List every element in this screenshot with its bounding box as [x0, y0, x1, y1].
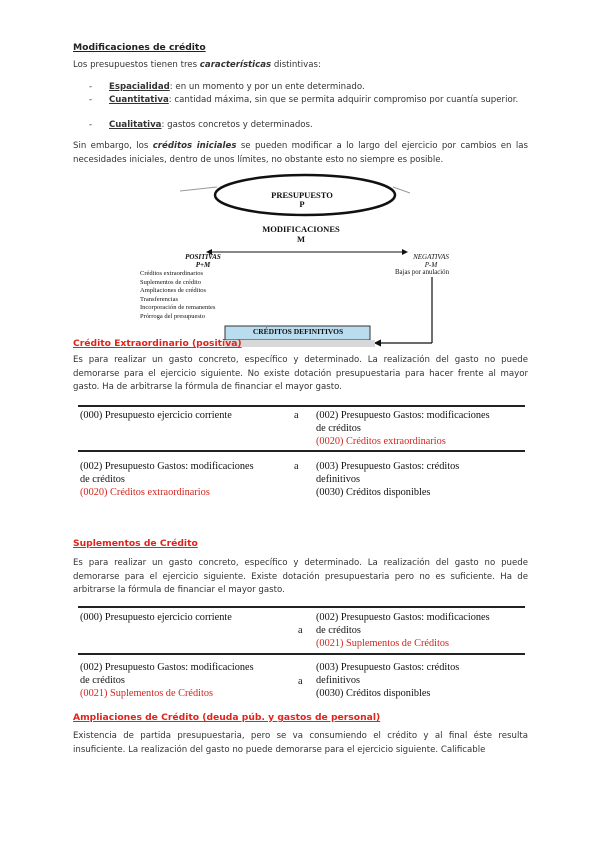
entry-credit: (002) Presupuesto Gastos: modificaciones de créditos (0021) Suplementos de Créditos: [316, 612, 490, 649]
section-paragraph: Es para realizar un gasto concreto, específico y determinado. La realización del gasto no puede demorarse para el ejercicio siguiente. Existe dotación presupuestaria pero no es suficiente. Ha de arbitrarse la fórmula de financiar el mayor gasto.: [73, 558, 528, 595]
entry-a: a: [298, 676, 303, 687]
diagram-positivas: POSITIVAS P+M: [185, 253, 221, 269]
entry-a: a: [298, 625, 303, 636]
section-heading-suplementos: Suplementos de Crédito: [73, 538, 198, 549]
entry-rule: [78, 450, 525, 452]
section-heading-extraordinario: Crédito Extraordinario (positiva): [73, 338, 242, 349]
section-paragraph: Es para realizar un gasto concreto, específico y determinado. La realización del gasto no puede demorarse para el ejercicio siguiente. No existe dotación presupuestaria para hacer frente al mayor gasto. Ha de arbitrarse la fórmula de financiar el mayor gasto.: [73, 355, 528, 392]
section-heading-ampliaciones: Ampliaciones de Crédito (deuda púb. y gastos de personal): [73, 712, 381, 723]
diagram-modificaciones: MODIFICACIONES M: [262, 224, 340, 244]
sin-embargo-paragraph: Sin embargo, los créditos iniciales se pueden modificar a lo largo del ejercicio por cambios en las necesidades iniciales, dentro de unos límites, no obstante esto no siempre es posible.: [73, 141, 528, 165]
entry-a: a: [294, 461, 299, 472]
section-heading-modificaciones: Modificaciones de crédito: [73, 42, 206, 53]
entry-a: a: [294, 410, 299, 421]
entry-debit: (000) Presupuesto ejercicio corriente: [80, 410, 232, 421]
entry-credit: (002) Presupuesto Gastos: modificaciones de créditos (0020) Créditos extraordinarios: [316, 410, 490, 447]
entry-rule: [78, 405, 525, 407]
entry-credit: (003) Presupuesto Gastos: créditos definitivos (0030) Créditos disponibles: [316, 662, 460, 699]
entry-debit: (002) Presupuesto Gastos: modificaciones de créditos (0020) Créditos extraordinarios: [80, 461, 254, 498]
entry-rule: [78, 653, 525, 655]
characteristic-item: - Cualitativa: gastos concretos y determinados.: [89, 120, 313, 130]
characteristic-item: - Espacialidad: en un momento y por un ente determinado.: [89, 82, 365, 92]
intro-paragraph: Los presupuestos tienen tres características distintivas:: [73, 60, 321, 70]
diagram-presupuesto: PRESUPUESTO P: [271, 190, 333, 209]
section-paragraph: Existencia de partida presupuestaria, pero se va consumiendo el crédito y al final éste resulta insuficiente. La realización del gasto no puede demorarse para el ejercicio siguiente. Calificable: [73, 731, 528, 755]
characteristic-item: - Cuantitativa: cantidad máxima, sin que se permita adquirir compromiso por cuantía superior.: [89, 95, 519, 105]
entry-debit: (002) Presupuesto Gastos: modificaciones de créditos (0021) Suplementos de Créditos: [80, 662, 254, 699]
box-shadow: [225, 340, 375, 347]
diagram-negative-items: Bajas por anulación: [395, 269, 449, 276]
entry-rule: [78, 606, 525, 608]
diagram-positive-items: Créditos extraordinarios Suplementos de crédito Ampliaciones de créditos Transferencias Incorporación de remanentes Prórroga del presupuesto: [140, 270, 216, 320]
entry-credit: (003) Presupuesto Gastos: créditos definitivos (0030) Créditos disponibles: [316, 461, 460, 498]
diagram-negativas: NEGATIVAS P-M: [413, 253, 449, 269]
entry-debit: (000) Presupuesto ejercicio corriente: [80, 612, 232, 623]
diagram-creditos-definitivos: CRÉDITOS DEFINITIVOS: [252, 327, 344, 336]
